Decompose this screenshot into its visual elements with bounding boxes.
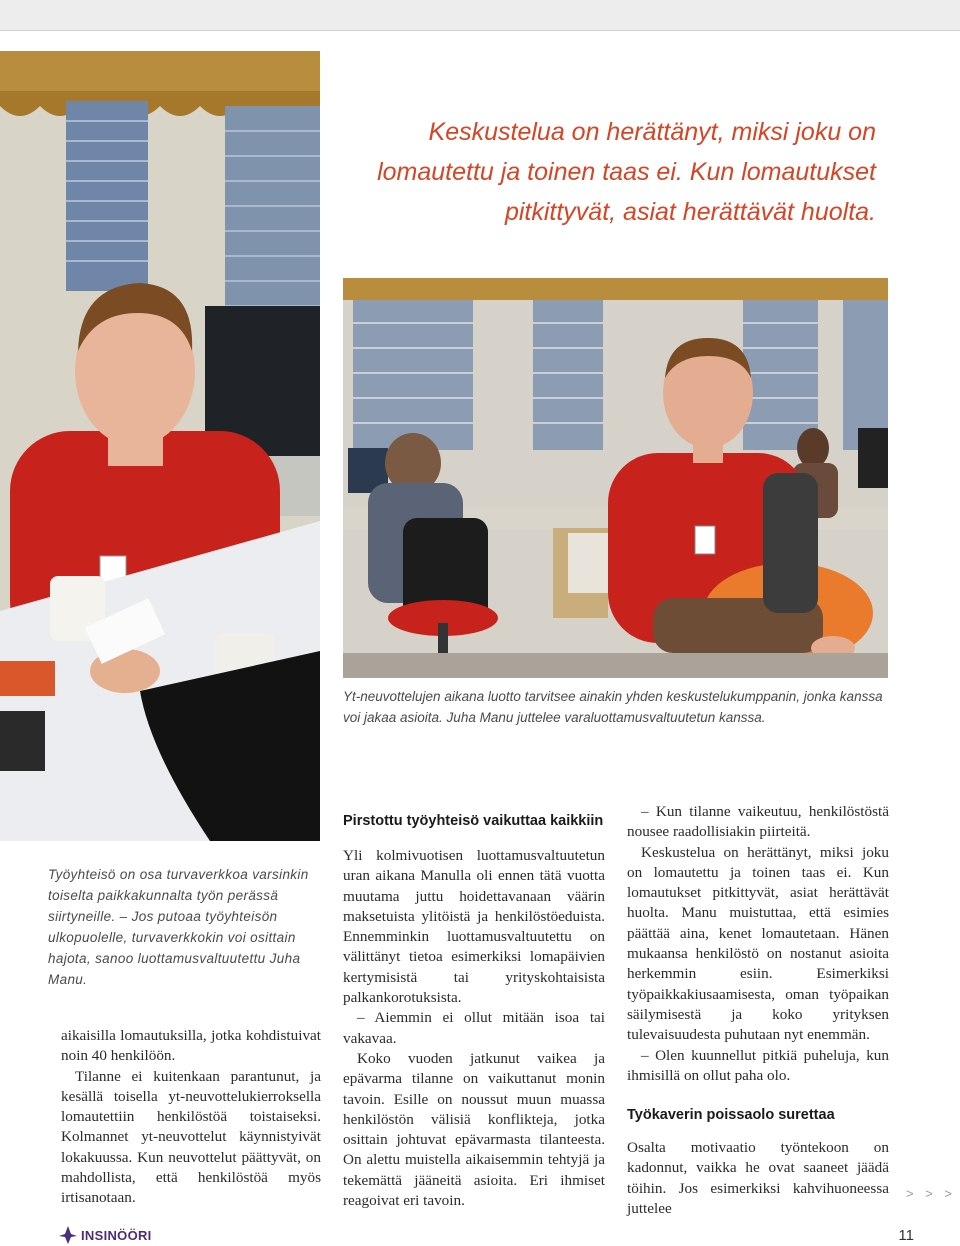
body-paragraph: Tilanne ei kuitenkaan parantunut, ja kesällä toisella yt-neuvottelukierroksella lomautettiin henkilöstöä toistaiseksi. Kolmannet yt-neuvottelut käynnistyivät lokakuussa. Kun neuvottelut päättyvät, on mahdollista, että henkilöstöä myös irtisanotaan. [61, 1067, 321, 1207]
photo-caption: Työyhteisö on osa turvaverkkoa varsinkin toiselta paikkakunnalta työn perässä siirtyneille. – Jos putoaa työyhteisön ulkopuolelle, turvaverkkokin voi osittain hajota, sanoo luottamusvaltuutettu Juha Manu. [48, 867, 309, 987]
pull-quote [356, 112, 876, 232]
pull-quote-line: Keskustelua on herättänyt, miksi joku on [428, 118, 876, 146]
pull-quote-line: lomautettu ja toinen taas ei. Kun lomautukset [377, 158, 876, 186]
body-paragraph: – Aiemmin ei ollut mitään isoa tai vakavaa. [343, 1009, 605, 1047]
page-number: 11 [898, 1227, 914, 1244]
body-paragraph: Koko vuoden jatkunut vaikea ja epävarma tilanne on vaikuttanut monin tavoin. Esille on noussut muun muassa henkilöstön välisiä konflikteja, jotka osittain johtuvat epävarmasta tilanteesta. On alettu muistella aikaisemmin tehtyjä ja tekemättä jääneitä asioita. Eri ihmiset reagoivat eri tavoin. [343, 1049, 605, 1210]
body-paragraph: Osalta motivaatio työntekoon on kadonnut, vaikka he ovat saaneet jäädä töihin. Jos esimerkiksi kahvihuoneessa juttelee [627, 1139, 889, 1218]
article-column-3 [627, 802, 889, 1219]
article-column-2 [343, 812, 605, 1211]
photo-meeting [0, 51, 320, 841]
magazine-logo [58, 1224, 152, 1246]
top-bar [0, 0, 960, 31]
section-heading: Työkaverin poissaolo surettaa [627, 1107, 835, 1124]
article-column-1 [61, 1026, 321, 1209]
continue-marker: > > > [906, 1186, 956, 1201]
body-paragraph: – Kun tilanne vaikeutuu, henkilöstöstä nousee raadollisiakin piirteitä. [627, 803, 889, 841]
pull-quote-line: pitkittyvät, asiat herättävät huolta. [504, 198, 876, 226]
photo-office [343, 278, 888, 678]
photo-caption: Yt-neuvottelujen aikana luotto tarvitsee ainakin yhden keskustelukumppanin, jonka kanssa voi jakaa asioita. Juha Manu juttelee varaluottamusvaltuutetun kanssa. [343, 689, 883, 725]
section-heading: Pirstottu työyhteisö vaikuttaa kaikkiin [343, 813, 604, 829]
body-paragraph: Yli kolmivuotisen luottamusvaltuutetun uran aikana Manulla oli ennen tätä vuotta muutama juttu hoidettavanaan väärin maksetuista ylitöistä ja henkilöstöeduista. Ennemminkin luottamusvaltuutettu on välittänyt tietoa esimerkiksi lomapäivien kertymisistä tai yrityskohtaisista palkankorotuksista. [343, 847, 605, 1007]
logo-text: INSINÖÖRI [81, 1227, 152, 1243]
body-paragraph: Keskustelua on herättänyt, miksi joku on lomautettu ja toinen taas ei. Kun lomautukset pitkittyvät, asiat herättävät huolta. Manu muistuttaa, että esimies päättää aina, kenet lomautetaan. Hänen mukaansa henkilöstö on nostanut asioita herkemmin esiin. Esimerkiksi työpaikkakiusaamisesta, oman työpaikan säilymisestä ja koko yrityksen tulevaisuudesta puhutaan nyt enemmän. [627, 843, 889, 1044]
logo-emblem-icon [58, 1225, 78, 1245]
body-paragraph: – Olen kuunnellut pitkiä puheluja, kun ihmisillä on ollut paha olo. [627, 1046, 889, 1084]
body-paragraph: aikaisilla lomautuksilla, jotka kohdistuivat noin 40 henkilöön. [61, 1027, 321, 1065]
